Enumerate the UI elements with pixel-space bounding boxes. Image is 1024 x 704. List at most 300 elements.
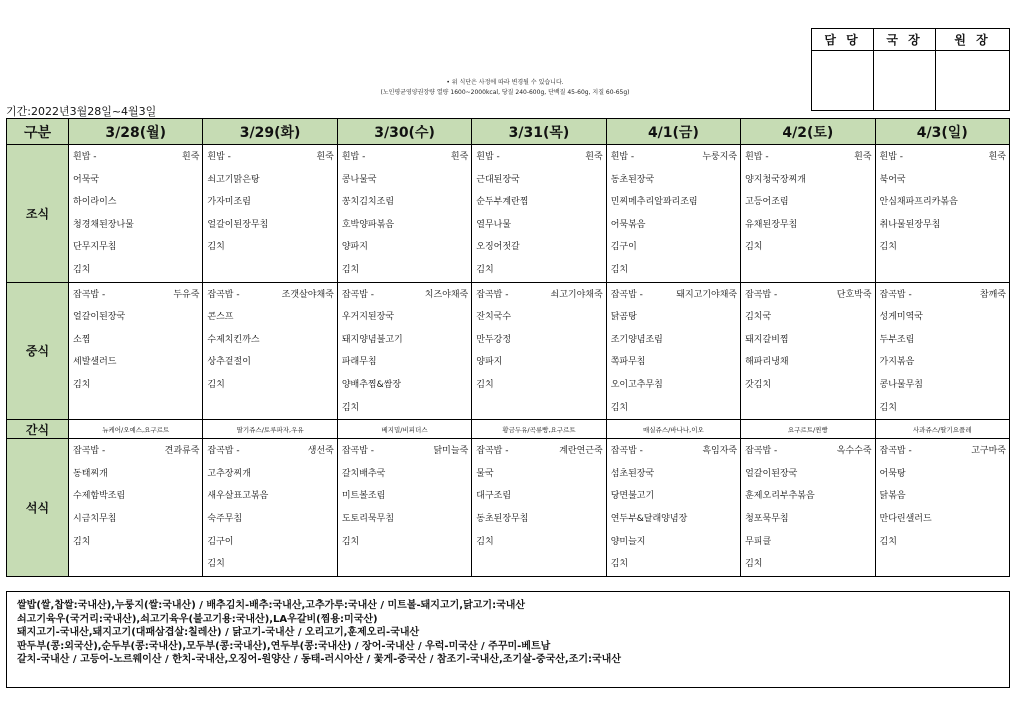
day-header: 3/31(목): [472, 119, 606, 145]
menu-item: 상추겉절이: [207, 357, 251, 368]
notice-line-2: (노인평균영양권장량 열량 1600~2000kcal, 당질 240-600g, 단백질 45-60g, 지질 60-65g): [380, 89, 630, 96]
approval-sign-manager: [812, 51, 874, 111]
menu-line: [476, 508, 605, 531]
menu-item: 훈제오리부추볶음: [745, 491, 815, 502]
menu-line: [880, 259, 1009, 282]
menu-line: [342, 374, 471, 397]
menu-line: [207, 236, 336, 259]
menu-item: 잡곡밥 -: [207, 289, 240, 300]
approval-header-head: 원 장: [936, 29, 1010, 51]
menu-item: 김치: [879, 536, 897, 547]
menu-line: [880, 397, 1009, 420]
snack-label: 간식: [7, 420, 69, 439]
menu-line: [611, 284, 740, 307]
menu-line: [745, 236, 874, 259]
breakfast-row: [7, 145, 1010, 283]
menu-item: 흰밥 -: [341, 152, 366, 162]
menu-item: 청포묵무침: [745, 513, 789, 524]
porridge-item: 흰죽: [988, 152, 1006, 162]
menu-item: 잡곡밥 -: [879, 446, 912, 457]
menu-line: [611, 236, 740, 259]
snack-cell: 뉴케어/오예스,요구르트: [69, 420, 203, 439]
menu-item: 양미늘지: [610, 536, 646, 547]
menu-item: 유채된장무침: [745, 219, 798, 230]
porridge-item: 흰죽: [316, 152, 334, 162]
menu-line: [342, 553, 471, 576]
notice-line-1: • 위 식단은 사정에 따라 변경될 수 있습니다.: [446, 79, 564, 86]
menu-item: 김치: [879, 402, 897, 413]
menu-item: 성게미역국: [879, 312, 924, 323]
menu-line: [745, 169, 874, 192]
menu-line: [745, 553, 874, 576]
menu-item: 김치: [879, 242, 897, 253]
menu-line: [476, 351, 605, 374]
menu-line: [476, 440, 605, 463]
porridge-item: 흰죽: [585, 152, 603, 162]
menu-item: 가지볶음: [879, 357, 915, 368]
corner-label: 구분: [7, 119, 69, 145]
menu-item: 흰밥 -: [745, 152, 769, 162]
menu-line: [745, 374, 874, 397]
menu-item: 잡곡밥 -: [610, 446, 643, 457]
snack-cell: 요구르트/찐빵: [741, 420, 875, 439]
menu-item: 어묵국: [73, 174, 100, 185]
menu-line: [207, 306, 336, 329]
menu-line: [207, 531, 336, 554]
menu-item: 흰밥 -: [610, 152, 635, 162]
menu-item: 김치: [745, 242, 763, 253]
menu-line: [207, 259, 336, 282]
approval-header-director: 국 장: [874, 29, 936, 51]
menu-line: [476, 146, 605, 169]
menu-line: [342, 508, 471, 531]
dinner-cell: [741, 439, 875, 577]
menu-line: [342, 329, 471, 352]
menu-line: [73, 485, 202, 508]
dinner-cell: [203, 439, 337, 577]
menu-line: [611, 508, 740, 531]
menu-line: [73, 508, 202, 531]
menu-item: 어묵볶음: [610, 219, 646, 230]
lunch-row: [7, 282, 1010, 420]
menu-item: 만다린샐러드: [879, 513, 932, 524]
menu-line: [611, 440, 740, 463]
menu-item: 김치: [73, 264, 91, 275]
menu-item: 미트볼조림: [341, 491, 386, 502]
menu-line: [745, 284, 874, 307]
menu-item: 민찌메추리알꽈리조림: [610, 197, 698, 208]
menu-line: [476, 531, 605, 554]
menu-item: 닭곰탕: [610, 312, 637, 323]
menu-line: [611, 306, 740, 329]
menu-line: [342, 485, 471, 508]
menu-item: 대구조림: [476, 491, 512, 502]
breakfast-cell: [203, 145, 337, 283]
menu-line: [880, 146, 1009, 169]
menu-item: 흰밥 -: [73, 152, 97, 162]
menu-item: 쪽파무침: [610, 357, 646, 368]
menu-table: [6, 118, 1010, 577]
breakfast-label: 조식: [7, 145, 69, 283]
menu-body: [7, 119, 1010, 577]
origin-line: 돼지고기-국내산,돼지고기(대패삼겹살:칠레산) / 닭고기-국내산 / 오리고기,훈제오리-국내산: [17, 627, 420, 638]
menu-line: [745, 351, 874, 374]
menu-item: 동태찌개: [73, 468, 108, 479]
lunch-cell: [741, 282, 875, 420]
menu-item: 얼갈이된장국: [73, 312, 126, 323]
porridge-item: 흰죽: [450, 152, 469, 162]
menu-item: 김치: [207, 242, 225, 253]
porridge-item: 단호박죽: [836, 289, 872, 300]
menu-line: [476, 259, 605, 282]
menu-line: [476, 169, 605, 192]
menu-item: 오이고추무침: [610, 379, 663, 390]
menu-item: 당면불고기: [610, 491, 655, 502]
menu-line: [73, 351, 202, 374]
menu-line: [207, 397, 336, 420]
snack-cell: 황금두유/곡류빵,요구르트: [472, 420, 606, 439]
menu-line: [207, 191, 336, 214]
day-header: 3/29(화): [203, 119, 337, 145]
menu-item: 쇠고기맑은탕: [207, 174, 260, 185]
menu-line: [207, 214, 336, 237]
menu-item: 숙주무침: [207, 513, 243, 524]
menu-item: 잡곡밥 -: [341, 446, 375, 457]
menu-item: 김치: [341, 536, 360, 547]
menu-line: [745, 440, 874, 463]
menu-item: 가자미조림: [207, 197, 251, 208]
menu-item: 잡곡밥 -: [879, 289, 912, 300]
dinner-cell: [472, 439, 606, 577]
approval-sign-director: [874, 51, 936, 111]
menu-line: [73, 553, 202, 576]
breakfast-cell: [472, 145, 606, 283]
menu-line: [611, 553, 740, 576]
menu-line: [342, 214, 471, 237]
menu-line: [73, 397, 202, 420]
menu-line: [207, 374, 336, 397]
menu-item: 하이라이스: [73, 197, 117, 208]
menu-item: 김치: [207, 379, 225, 390]
menu-item: 잡곡밥 -: [610, 289, 643, 300]
lunch-label: 중식: [7, 282, 69, 420]
menu-line: [73, 259, 202, 282]
snack-row: [7, 420, 1010, 439]
porridge-item: 생선죽: [307, 446, 334, 457]
lunch-cell: [606, 282, 740, 420]
menu-line: [476, 374, 605, 397]
menu-line: [745, 329, 874, 352]
period-label: 기간:2022년3월28일~4월3일: [6, 105, 157, 118]
menu-item: 만두강정: [476, 334, 512, 345]
dinner-cell: [875, 439, 1009, 577]
menu-item: 수제치킨까스: [207, 334, 260, 345]
menu-line: [342, 191, 471, 214]
dinner-row: [7, 439, 1010, 577]
menu-item: 김치: [73, 379, 91, 390]
breakfast-cell: [875, 145, 1009, 283]
notice: [320, 78, 690, 98]
menu-item: 동초된장무침: [476, 513, 529, 524]
menu-line: [880, 508, 1009, 531]
menu-item: 콘스프: [207, 312, 234, 323]
menu-line: [342, 531, 471, 554]
menu-line: [880, 306, 1009, 329]
menu-item: 물국: [476, 468, 494, 479]
menu-item: 도토리묵무침: [341, 513, 395, 524]
origin-line: 쇠고기육우(국거리:국내산),쇠고기육우(불고기용:국내산),LA우갈비(찜용:미국산): [17, 613, 378, 625]
menu-line: [611, 351, 740, 374]
snack-cell: 베지밀/비피더스: [337, 420, 471, 439]
menu-item: 새우살표고볶음: [207, 491, 269, 502]
menu-line: [73, 214, 202, 237]
menu-item: 돼지양념불고기: [341, 334, 403, 345]
menu-line: [476, 329, 605, 352]
origin-line: 판두부(콩:외국산),순두부(콩:국내산),모두부(콩:국내산),연두부(콩:국내산) / 장어-국내산 / 우럭-미국산 / 주꾸미-베트남: [17, 640, 551, 652]
approval-header-manager: 담 당: [812, 29, 874, 51]
menu-item: 잡곡밥 -: [207, 446, 240, 457]
menu-line: [207, 440, 336, 463]
menu-item: 돼지갈비찜: [745, 334, 789, 345]
menu-line: [207, 463, 336, 486]
menu-line: [342, 284, 471, 307]
origin-line: 갈치-국내산 / 고등어-노르웨이산 / 한치-국내산,오징어-원양산 / 동태-러시아산 / 꽃게-중국산 / 참조기-국내산,조기살-중국산,조기:국내산: [17, 654, 621, 665]
menu-line: [476, 214, 605, 237]
menu-line: [73, 440, 202, 463]
menu-line: [611, 374, 740, 397]
menu-line: [342, 259, 471, 282]
menu-line: [611, 169, 740, 192]
menu-item: 연두부&달래양념장: [610, 513, 688, 524]
menu-item: 김치: [476, 379, 494, 390]
menu-line: [880, 485, 1009, 508]
menu-item: 잡곡밥 -: [745, 446, 778, 457]
menu-item: 취나물된장무침: [879, 219, 941, 230]
menu-item: 김치: [476, 536, 494, 547]
menu-item: 흰밥 -: [207, 152, 231, 162]
menu-item: 세발샐러드: [73, 357, 117, 368]
lunch-cell: [337, 282, 471, 420]
menu-item: 조기양념조림: [610, 334, 663, 345]
day-header: 3/30(수): [337, 119, 471, 145]
porridge-item: 조갯살야채죽: [281, 289, 334, 300]
menu-line: [73, 236, 202, 259]
menu-line: [880, 214, 1009, 237]
menu-line: [207, 351, 336, 374]
dinner-cell: [69, 439, 203, 577]
approval-box: [811, 28, 1010, 111]
menu-line: [745, 397, 874, 420]
menu-line: [880, 329, 1009, 352]
porridge-item: 옥수수죽: [836, 446, 872, 457]
menu-item: 잡곡밥 -: [73, 289, 106, 300]
menu-line: [611, 397, 740, 420]
menu-line: [73, 191, 202, 214]
menu-item: 김치: [207, 559, 225, 570]
menu-line: [880, 374, 1009, 397]
porridge-item: 치즈야채죽: [424, 289, 469, 300]
menu-item: 파래무침: [341, 357, 377, 368]
menu-item: 김치: [476, 264, 494, 275]
day-header: 4/3(일): [875, 119, 1009, 145]
origin-line: 쌀밥(쌀,찹쌀:국내산),누룽지(쌀:국내산) / 배추김치-배추:국내산,고추가루:국내산 / 미트볼-돼지고기,닭고기:국내산: [17, 600, 526, 611]
menu-item: 북어국: [879, 174, 906, 185]
breakfast-cell: [69, 145, 203, 283]
menu-line: [476, 236, 605, 259]
menu-line: [880, 191, 1009, 214]
menu-item: 소찜: [73, 334, 91, 345]
breakfast-cell: [337, 145, 471, 283]
menu-line: [207, 329, 336, 352]
menu-line: [476, 306, 605, 329]
menu-item: 얼갈이된장국: [745, 468, 798, 479]
breakfast-cell: [741, 145, 875, 283]
menu-line: [342, 463, 471, 486]
menu-item: 잡곡밥 -: [341, 289, 375, 300]
menu-line: [207, 508, 336, 531]
menu-line: [73, 374, 202, 397]
menu-line: [73, 329, 202, 352]
porridge-item: 견과류죽: [164, 446, 200, 457]
menu-line: [73, 531, 202, 554]
porridge-item: 쇠고기야채죽: [550, 289, 603, 300]
menu-item: 김치: [610, 264, 629, 275]
menu-line: [476, 485, 605, 508]
snack-cell: 사과쥬스/딸기요플레: [875, 420, 1009, 439]
menu-line: [73, 146, 202, 169]
menu-line: [73, 463, 202, 486]
menu-item: 해파리냉채: [745, 357, 789, 368]
menu-item: 잡곡밥 -: [476, 446, 509, 457]
snack-cell: 매실쥬스/바나나,이오: [606, 420, 740, 439]
menu-item: 양배추찜&쌈장: [341, 379, 402, 390]
menu-line: [611, 259, 740, 282]
menu-item: 우거지된장국: [341, 312, 395, 323]
menu-item: 열무나물: [476, 219, 512, 230]
approval-sign-head: [936, 51, 1010, 111]
menu-item: 김치: [745, 559, 763, 570]
menu-line: [207, 146, 336, 169]
porridge-item: 두유죽: [173, 289, 200, 300]
day-header: 4/1(금): [606, 119, 740, 145]
menu-line: [745, 146, 874, 169]
menu-item: 갓김치: [745, 379, 772, 390]
dinner-label: 석식: [7, 439, 69, 577]
menu-item: 흰밥 -: [476, 152, 500, 162]
menu-item: 고등어조림: [745, 197, 789, 208]
menu-line: [476, 553, 605, 576]
menu-line: [880, 440, 1009, 463]
menu-line: [342, 236, 471, 259]
menu-item: 섬초된장국: [610, 468, 655, 479]
menu-line: [880, 284, 1009, 307]
menu-line: [611, 463, 740, 486]
menu-item: 김치국: [745, 312, 772, 323]
menu-item: 김치: [73, 536, 91, 547]
menu-line: [880, 236, 1009, 259]
menu-line: [207, 284, 336, 307]
porridge-item: 흑임자죽: [702, 446, 738, 457]
menu-line: [73, 306, 202, 329]
menu-item: 콩나물무침: [879, 379, 924, 390]
porridge-item: 참깨죽: [979, 289, 1006, 300]
menu-line: [611, 485, 740, 508]
menu-line: [880, 553, 1009, 576]
day-header: 4/2(토): [741, 119, 875, 145]
menu-item: 갈치배추국: [341, 468, 386, 479]
menu-item: 얼갈이된장무침: [207, 219, 269, 230]
menu-line: [880, 169, 1009, 192]
porridge-item: 돼지고기야채죽: [676, 289, 738, 300]
menu-line: [880, 531, 1009, 554]
menu-item: 닭볶음: [879, 491, 906, 502]
menu-item: 어묵탕: [879, 468, 906, 479]
menu-line: [611, 531, 740, 554]
menu-item: 근대된장국: [476, 174, 520, 185]
menu-line: [476, 463, 605, 486]
menu-line: [342, 397, 471, 420]
dinner-cell: [337, 439, 471, 577]
menu-item: 두부조림: [879, 334, 915, 345]
menu-item: 콩나물국: [341, 174, 377, 185]
menu-item: 김구이: [207, 536, 234, 547]
menu-line: [745, 259, 874, 282]
menu-item: 잡곡밥 -: [476, 289, 509, 300]
porridge-item: 고구마죽: [971, 446, 1006, 457]
menu-line: [73, 284, 202, 307]
menu-item: 순두부계란찜: [476, 197, 529, 208]
menu-line: [207, 169, 336, 192]
day-header: 3/28(월): [69, 119, 203, 145]
menu-item: 안심채파프리카볶음: [879, 197, 958, 208]
menu-item: 시금치무침: [73, 513, 117, 524]
menu-line: [611, 146, 740, 169]
menu-line: [745, 508, 874, 531]
dinner-cell: [606, 439, 740, 577]
menu-line: [207, 553, 336, 576]
menu-line: [476, 284, 605, 307]
menu-item: 양지청국장찌개: [745, 174, 806, 185]
menu-item: 단무지무침: [73, 242, 117, 253]
lunch-cell: [472, 282, 606, 420]
menu-line: [342, 306, 471, 329]
lunch-cell: [203, 282, 337, 420]
menu-item: 수제함박조림: [73, 491, 126, 502]
menu-line: [476, 397, 605, 420]
menu-item: 고추장찌개: [207, 468, 251, 479]
menu-line: [476, 191, 605, 214]
menu-line: [745, 191, 874, 214]
menu-line: [207, 485, 336, 508]
menu-line: [342, 146, 471, 169]
menu-line: [342, 169, 471, 192]
menu-item: 양파지: [476, 357, 503, 368]
menu-item: 잡곡밥 -: [745, 289, 778, 300]
origin-info: [6, 591, 1010, 688]
breakfast-cell: [606, 145, 740, 283]
menu-item: 오징어젓갈: [476, 242, 520, 253]
menu-item: 흰밥 -: [879, 152, 904, 162]
menu-line: [745, 485, 874, 508]
lunch-cell: [875, 282, 1009, 420]
menu-item: 호박양파볶음: [341, 219, 395, 230]
menu-line: [611, 191, 740, 214]
menu-item: 잡곡밥 -: [73, 446, 106, 457]
day-header-row: [7, 119, 1010, 145]
porridge-item: 계란연근죽: [559, 446, 603, 457]
menu-line: [73, 169, 202, 192]
porridge-item: 흰죽: [182, 152, 200, 162]
